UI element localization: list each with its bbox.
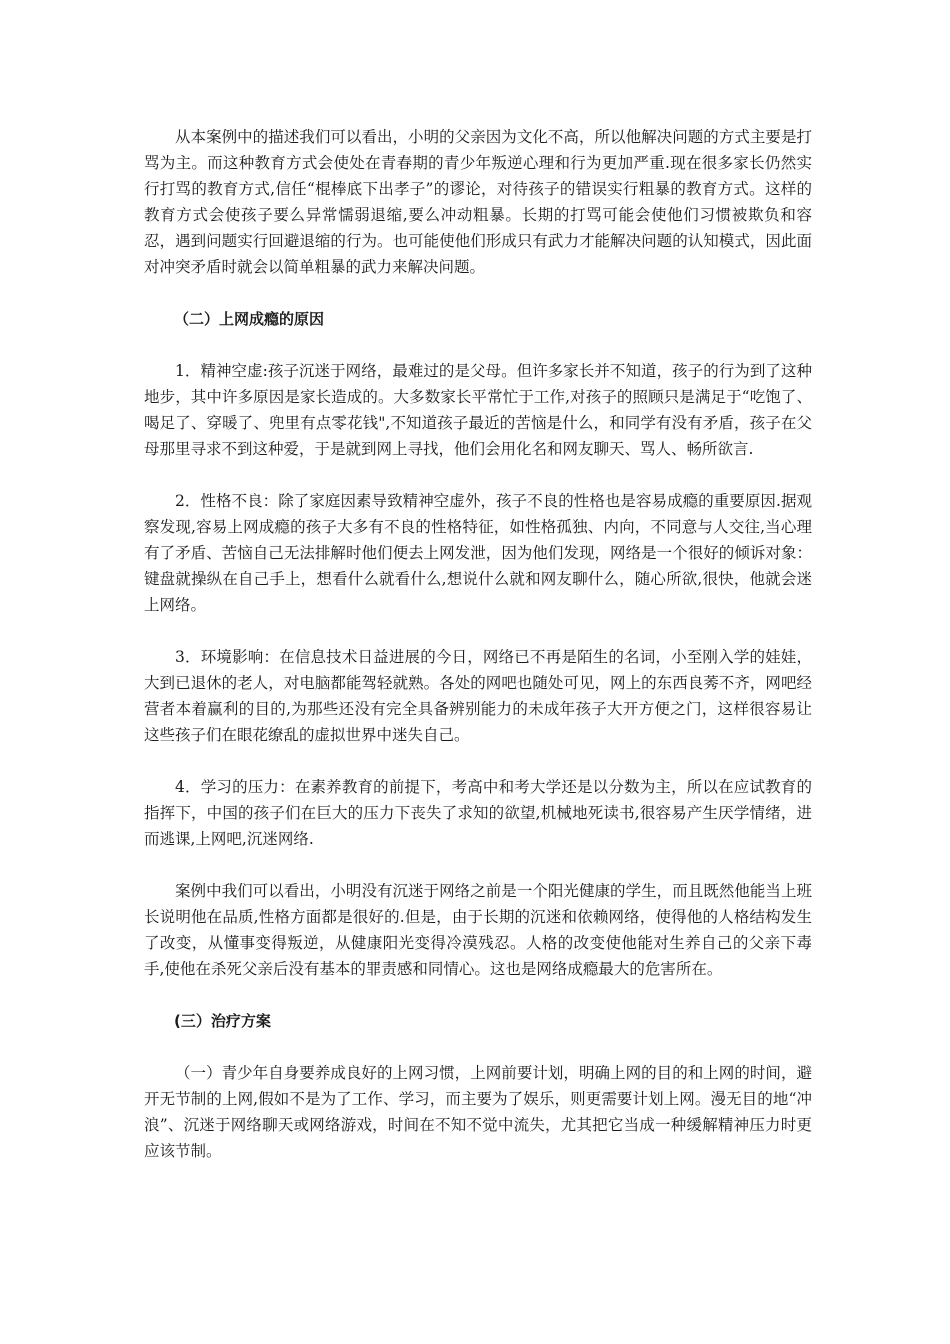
intro-paragraph: 从本案例中的描述我们可以看出，小明的父亲因为文化不高，所以他解决问题的方式主要是打骂为主。而这种教育方式会使处在青春期的青少年叛逆心理和行为更加严重.现在很多家长仍然实行打骂的教育方式,信任“棍棒底下出孝子”的谬论，对待孩子的错误实行粗暴的教育方式。这样的教育方式会使孩子要么异常懦弱退缩,要么冲动粗暴。长期的打骂可能会使他们习惯被欺负和容忍，遇到问题实行回避退缩的行为。也可能使他们形成只有武力才能解决问题的认知模式，因此面对冲突矛盾时就会以简单粗暴的武力来解决问题。 (144, 128, 812, 276)
treatment-paragraph-1: （一）青少年自身要养成良好的上网习惯，上网前要计划，明确上网的目的和上网的时间，避开无节制的上网,假如不是为了工作、学习，而主要为了娱乐，则更需要计划上网。漫无目的地“冲浪”、沉迷于网络聊天或网络游戏，时间在不知不觉中流失，尤其把它当成一种缓解精神压力时更应该节制。 (144, 1064, 812, 1160)
cause-paragraph-4: 4．学习的压力：在素养教育的前提下，考高中和考大学还是以分数为主，所以在应试教育的指挥下，中国的孩子们在巨大的压力下丧失了求知的欲望,机械地死读书,很容易产生厌学情绪，进而逃课,上网吧,沉迷网络. (144, 778, 812, 848)
document-page (144, 124, 812, 1190)
cause-paragraph-3: 3．环境影响：在信息技术日益进展的今日，网络已不再是陌生的名词，小至刚入学的娃娃，大到已退休的老人，对电脑都能驾轻就熟。各处的网吧也随处可见，网上的东西良莠不齐，网吧经营者本着赢利的目的,为那些还没有完全具备辨别能力的未成年孩子大开方便之门，这样很容易让这些孩子们在眼花缭乱的虚拟世界中迷失自己。 (144, 648, 812, 744)
cause-paragraph-1: 1．精神空虚:孩子沉迷于网络，最难过的是父母。但许多家长并不知道，孩子的行为到了这种地步，其中许多原因是家长造成的。大多数家长平常忙于工作,对孩子的照顾只是满足于“吃饱了、喝足了、穿暖了、兜里有点零花钱",不知道孩子最近的苦恼是什么，和同学有没有矛盾，孩子在父母那里寻求不到这种爱，于是就到网上寻找，他们会用化名和网友聊天、骂人、畅所欲言. (144, 362, 812, 458)
case-analysis-paragraph: 案例中我们可以看出，小明没有沉迷于网络之前是一个阳光健康的学生，而且既然他能当上班长说明他在品质,性格方面都是很好的.但是，由于长期的沉迷和依赖网络，使得他的人格结构发生了改变，从懂事变得叛逆，从健康阳光变得冷漠残忍。人格的改变使他能对生养自己的父亲下毒手,使他在杀死父亲后没有基本的罪责感和同情心。这也是网络成瘾最大的危害所在。 (144, 882, 812, 978)
cause-paragraph-2: 2．性格不良：除了家庭因素导致精神空虚外，孩子不良的性格也是容易成瘾的重要原因.据观察发现,容易上网成瘾的孩子大多有不良的性格特征，如性格孤独、内向，不同意与人交往,当心理有了矛盾、苦恼自己无法排解时他们便去上网发泄，因为他们发现，网络是一个很好的倾诉对象：键盘就操纵在自己手上，想看什么就看什么,想说什么就和网友聊什么，随心所欲,很快，他就会迷上网络。 (144, 492, 812, 614)
section-heading-causes: （二）上网成瘾的原因 (174, 310, 325, 328)
section-heading-treatment: (三）治疗方案 (174, 1012, 271, 1030)
